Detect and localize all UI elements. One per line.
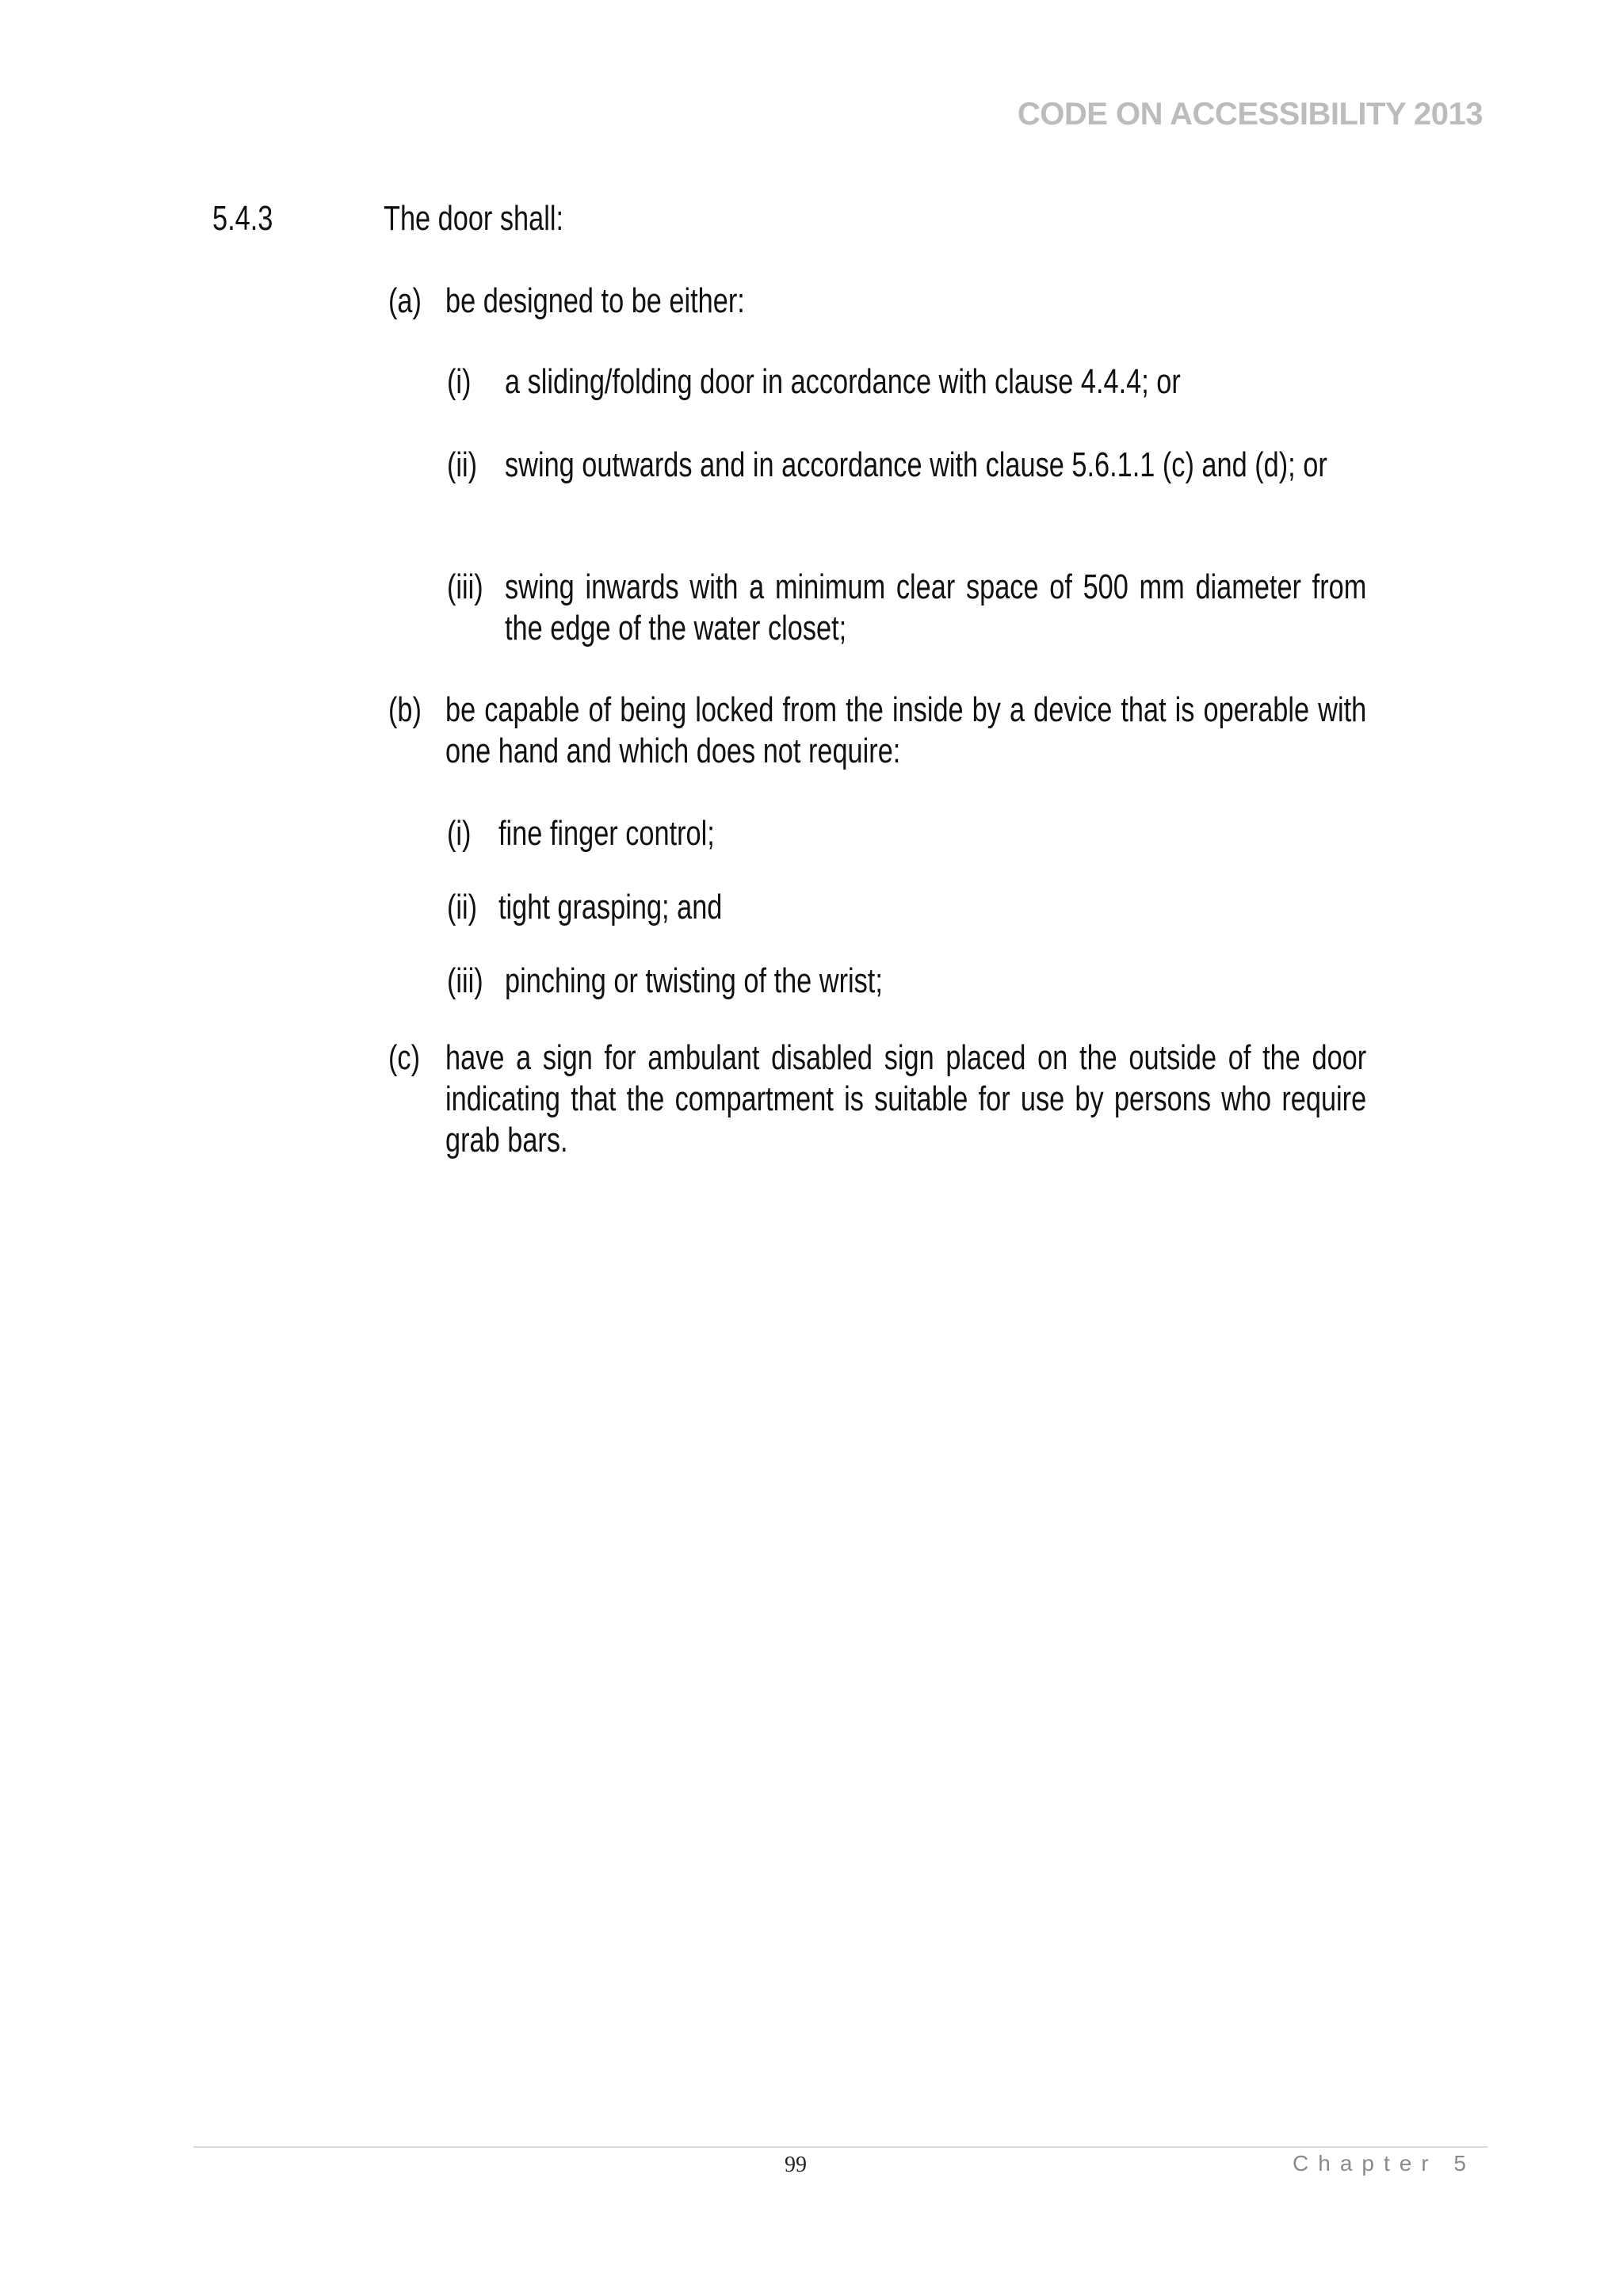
document-header-title: CODE ON ACCESSIBILITY 2013 bbox=[1017, 97, 1483, 132]
subitem-label: (ii) bbox=[447, 888, 478, 926]
subitem-text: pinching or twisting of the wrist; bbox=[505, 961, 883, 1000]
item-text-b: be capable of being locked from the inside by a device that is operable with one hand and which does not require: bbox=[445, 690, 1367, 770]
subitem-text: fine finger control; bbox=[498, 814, 715, 853]
subitem-label: (i) bbox=[447, 814, 472, 853]
subitem-text: tight grasping; and bbox=[498, 888, 723, 926]
subitem-label: (iii) bbox=[447, 567, 483, 606]
footer-chapter: Chapter 5 bbox=[1293, 2151, 1476, 2176]
subitem-text: swing outwards and in accordance with clause 5.6.1.1 (c) and (d); or bbox=[505, 445, 1327, 484]
item-label-c: (c) bbox=[388, 1038, 421, 1077]
item-label-a: (a) bbox=[388, 281, 422, 320]
item-label-b: (b) bbox=[388, 690, 422, 729]
subitem-label: (i) bbox=[447, 362, 472, 401]
item-text-a: be designed to be either: bbox=[445, 281, 745, 320]
footer-divider bbox=[193, 2146, 1487, 2148]
item-text-c: have a sign for ambulant disabled sign placed on the outside of the door indicating that the compartment is suitable for use by persons who require grab bars. bbox=[445, 1038, 1367, 1159]
page-number: 99 bbox=[785, 2153, 807, 2177]
subitem-text: a sliding/folding door in accordance with clause 4.4.4; or bbox=[505, 362, 1181, 401]
clause-number: 5.4.3 bbox=[212, 199, 273, 238]
subitem-label: (ii) bbox=[447, 445, 478, 484]
subitem-label: (iii) bbox=[447, 961, 483, 1000]
subitem-text: swing inwards with a minimum clear space of 500 mm diameter from the edge of the water closet; bbox=[505, 567, 1367, 648]
clause-intro: The door shall: bbox=[384, 199, 564, 238]
